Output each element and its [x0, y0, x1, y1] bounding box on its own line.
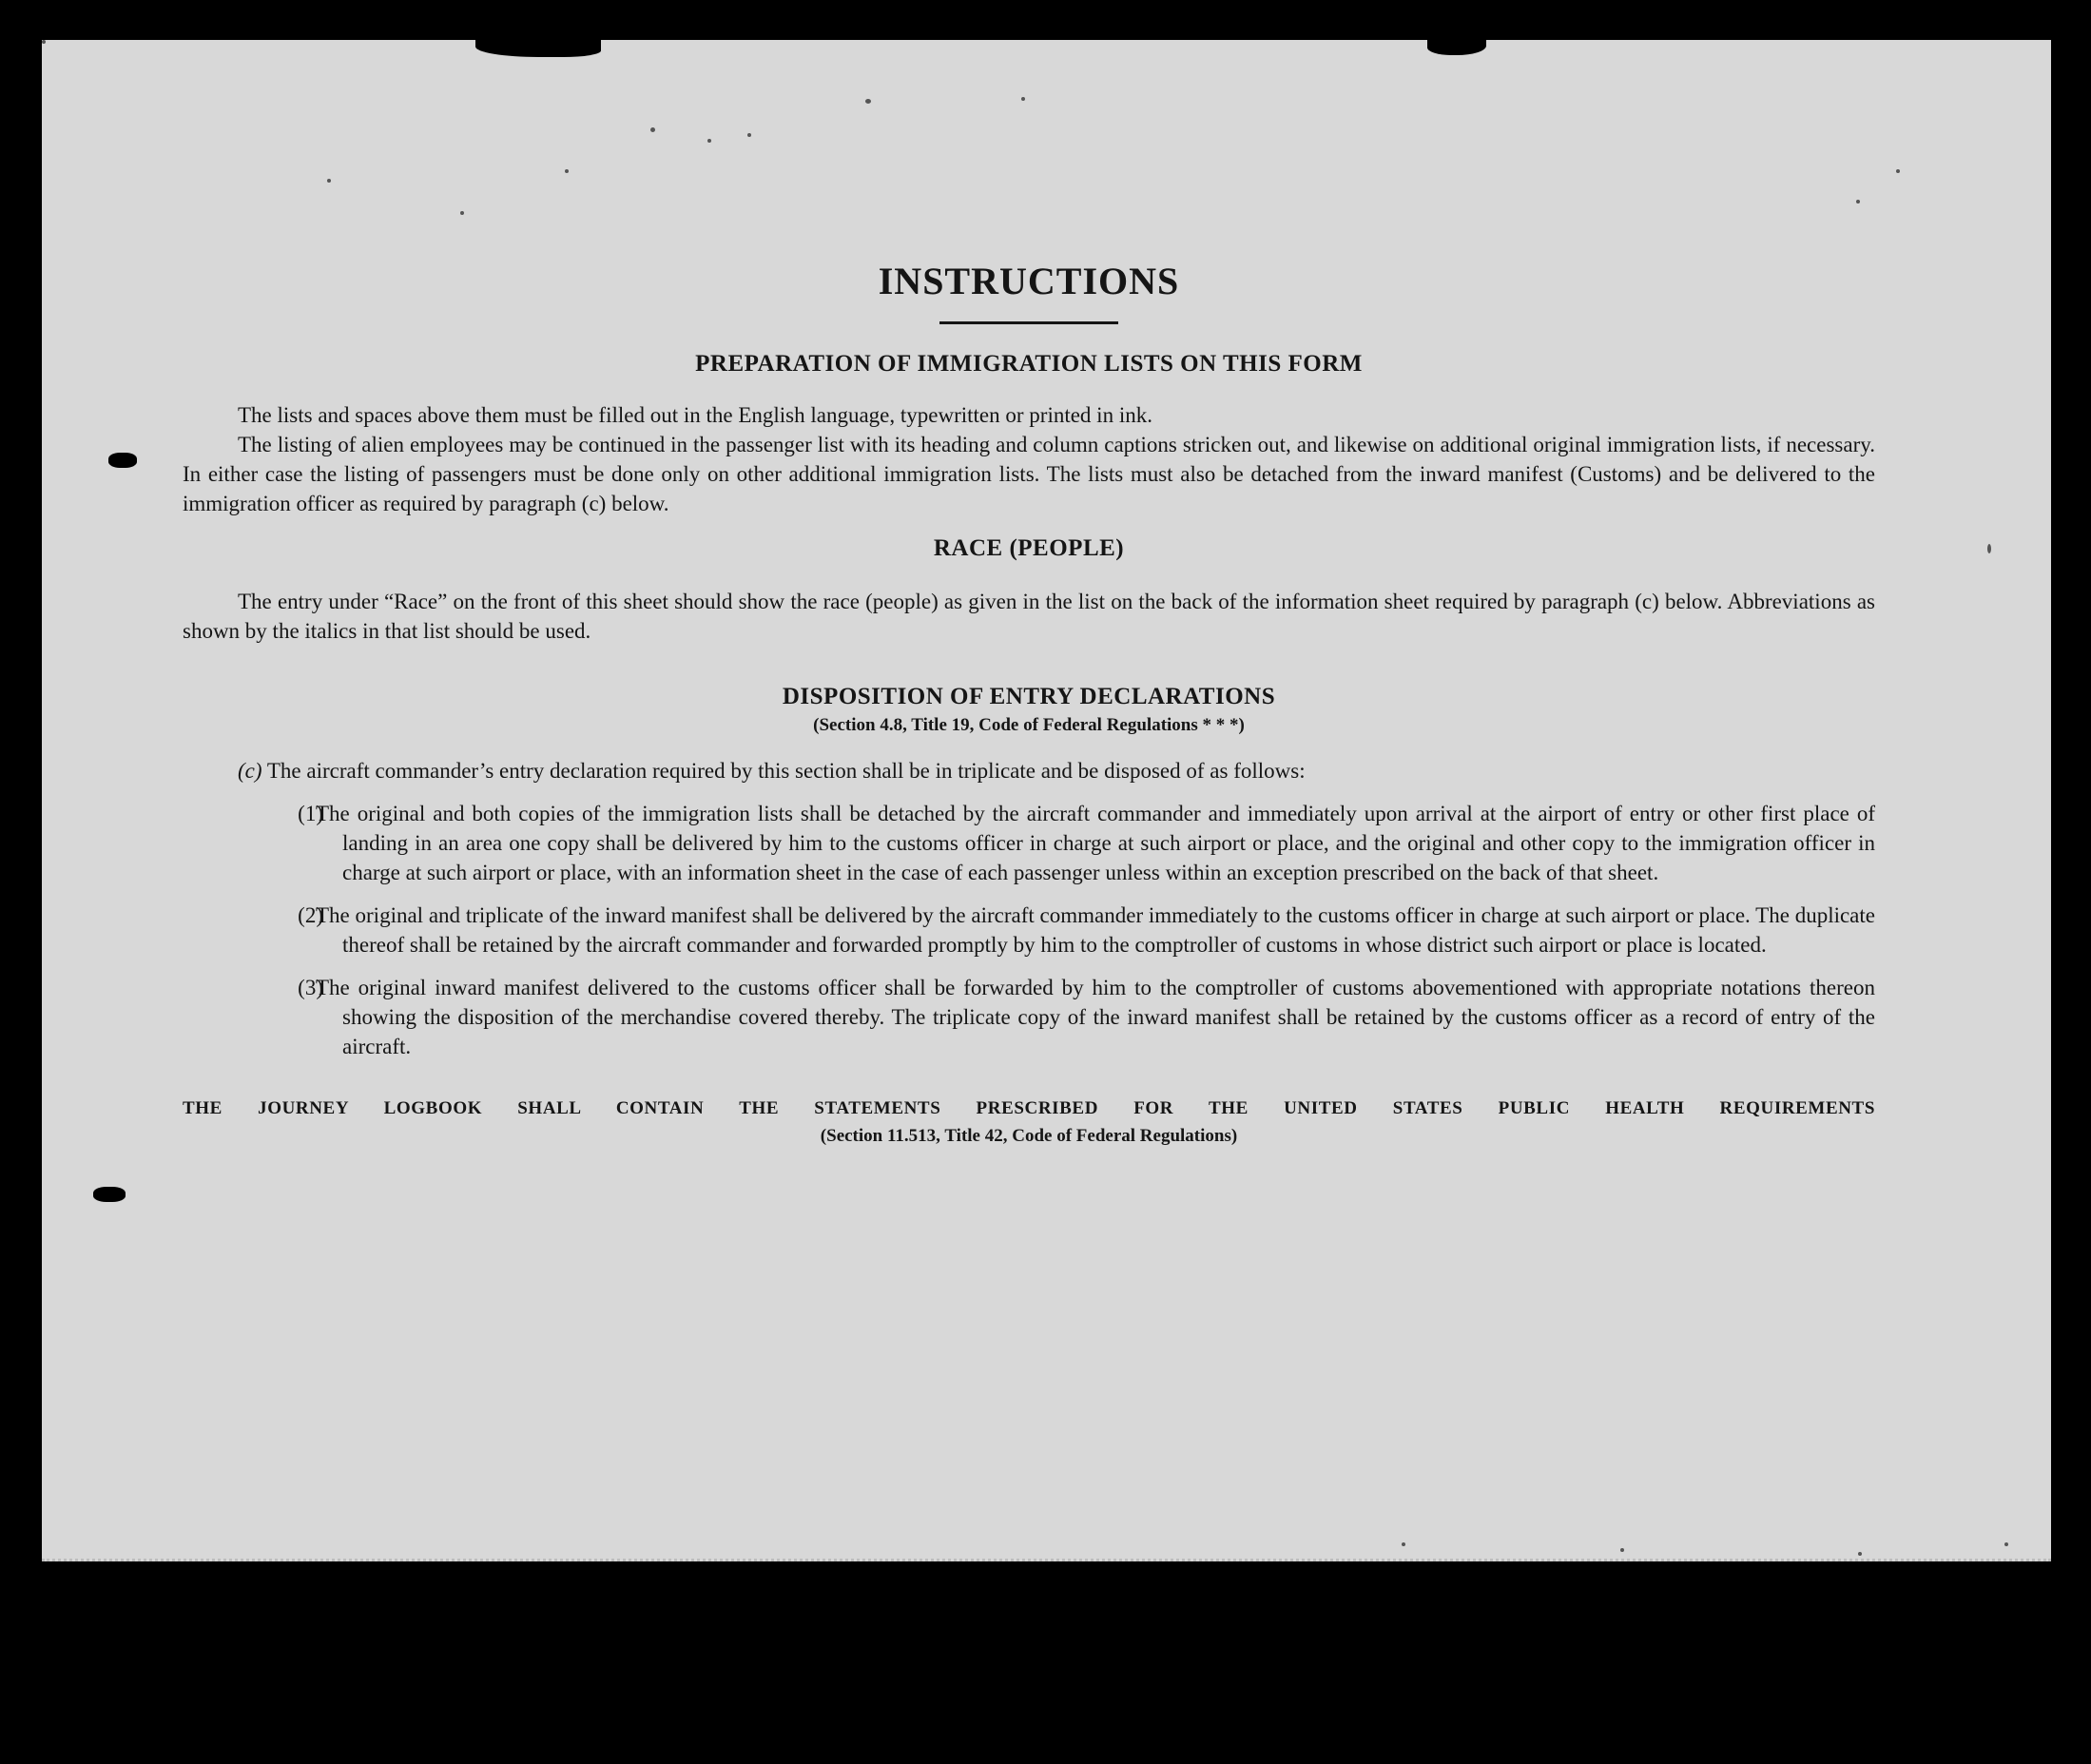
- footer-citation: (Section 11.513, Title 42, Code of Federal Regulations): [820, 1126, 1238, 1146]
- title-underline: [939, 321, 1118, 324]
- section-heading-preparation: PREPARATION OF IMMIGRATION LISTS ON THIS FORM: [695, 351, 1363, 377]
- dust-speck: [1896, 169, 1900, 173]
- dust-speck: [327, 179, 331, 183]
- dust-speck: [1021, 97, 1025, 101]
- dust-speck: [707, 139, 711, 143]
- dust-speck: [650, 127, 655, 132]
- dust-speck: [1858, 1552, 1862, 1556]
- dust-speck: [1620, 1548, 1624, 1552]
- section-heading-race: RACE (PEOPLE): [933, 535, 1125, 561]
- instructions-content: [183, 221, 1875, 1149]
- paper-tear-notch: [475, 36, 601, 57]
- dust-speck: [565, 169, 569, 173]
- list-item-text: The original and triplicate of the inward manifest shall be delivered by the aircraft commander immediately to the customs officer in charge at such airport or place. The duplicate thereof shall be retained by the aircraft commander and forwarded promptly by him to the comptroller of customs in whose district such airport or place is located.: [316, 903, 1875, 957]
- list-item-number: (2): [298, 903, 323, 927]
- dust-speck: [2004, 1542, 2008, 1546]
- scan-blot: [108, 453, 137, 468]
- list-item-number: (1): [298, 802, 323, 825]
- paragraph: The listing of alien employees may be continued in the passenger list with its heading and column captions stricken out, and likewise on additional original immigration lists, if necessary. In either case the listing of passengers must be done only on other additional immigration lists. The lists must also be detached from the inward manifest (Customs) and be delivered to the immigration officer as required by paragraph (c) below.: [183, 433, 1875, 515]
- list-item: [183, 973, 1875, 1061]
- paragraph: The lists and spaces above them must be filled out in the English language, typewritten or printed in ink.: [238, 403, 1152, 427]
- regulation-citation: (Section 4.8, Title 19, Code of Federal Regulations * * *): [813, 715, 1245, 735]
- dust-speck: [865, 99, 871, 104]
- dust-speck: [1402, 1542, 1405, 1546]
- list-item-text: The original inward manifest delivered to the customs officer shall be forwarded by him to the comptroller of customs abovementioned with appropriate notations thereon showing the disposition of the merchandise covered thereby. The triplicate copy of the inward manifest shall be retained by the customs officer as a record of entry of the aircraft.: [316, 976, 1875, 1058]
- footer-statement: THE JOURNEY LOGBOOK SHALL CONTAIN THE STATEMENTS PRESCRIBED FOR THE UNITED STATES PUBLIC HEALTH REQUIREMENTS: [183, 1098, 1875, 1118]
- paragraph-text: The aircraft commander’s entry declaration required by this section shall be in triplicate and be disposed of as follows:: [266, 759, 1306, 783]
- paper-tear-notch: [1427, 36, 1486, 55]
- paragraph-c: [183, 756, 1875, 785]
- dust-speck: [747, 133, 751, 137]
- page-title: INSTRUCTIONS: [878, 260, 1180, 302]
- list-item: [183, 799, 1875, 887]
- dust-speck: [1987, 544, 1991, 553]
- list-item-number: (3): [298, 976, 323, 999]
- dust-speck: [460, 211, 464, 215]
- paragraph-label: (c): [238, 759, 262, 783]
- list-item-text: The original and both copies of the immigration lists shall be detached by the aircraft commander and immediately upon arrival at the airport of entry or other first place of landing in an area one copy shall be delivered by him to the customs officer in charge at such airport or place, and the original and other copy to the immigration officer in charge at such airport or place, with an information sheet in the case of each passenger unless within an exception prescribed on the back of that sheet.: [316, 802, 1875, 884]
- paragraph: The entry under “Race” on the front of this sheet should show the race (people) as given in the list on the back of the information sheet required by paragraph (c) below. Abbreviations as shown by the italics in that list should be used.: [183, 590, 1875, 643]
- list-item: [183, 901, 1875, 960]
- dust-speck: [1856, 200, 1860, 204]
- dust-speck: [42, 40, 46, 44]
- scan-blot: [93, 1187, 126, 1202]
- section-heading-disposition: DISPOSITION OF ENTRY DECLARATIONS: [782, 684, 1276, 709]
